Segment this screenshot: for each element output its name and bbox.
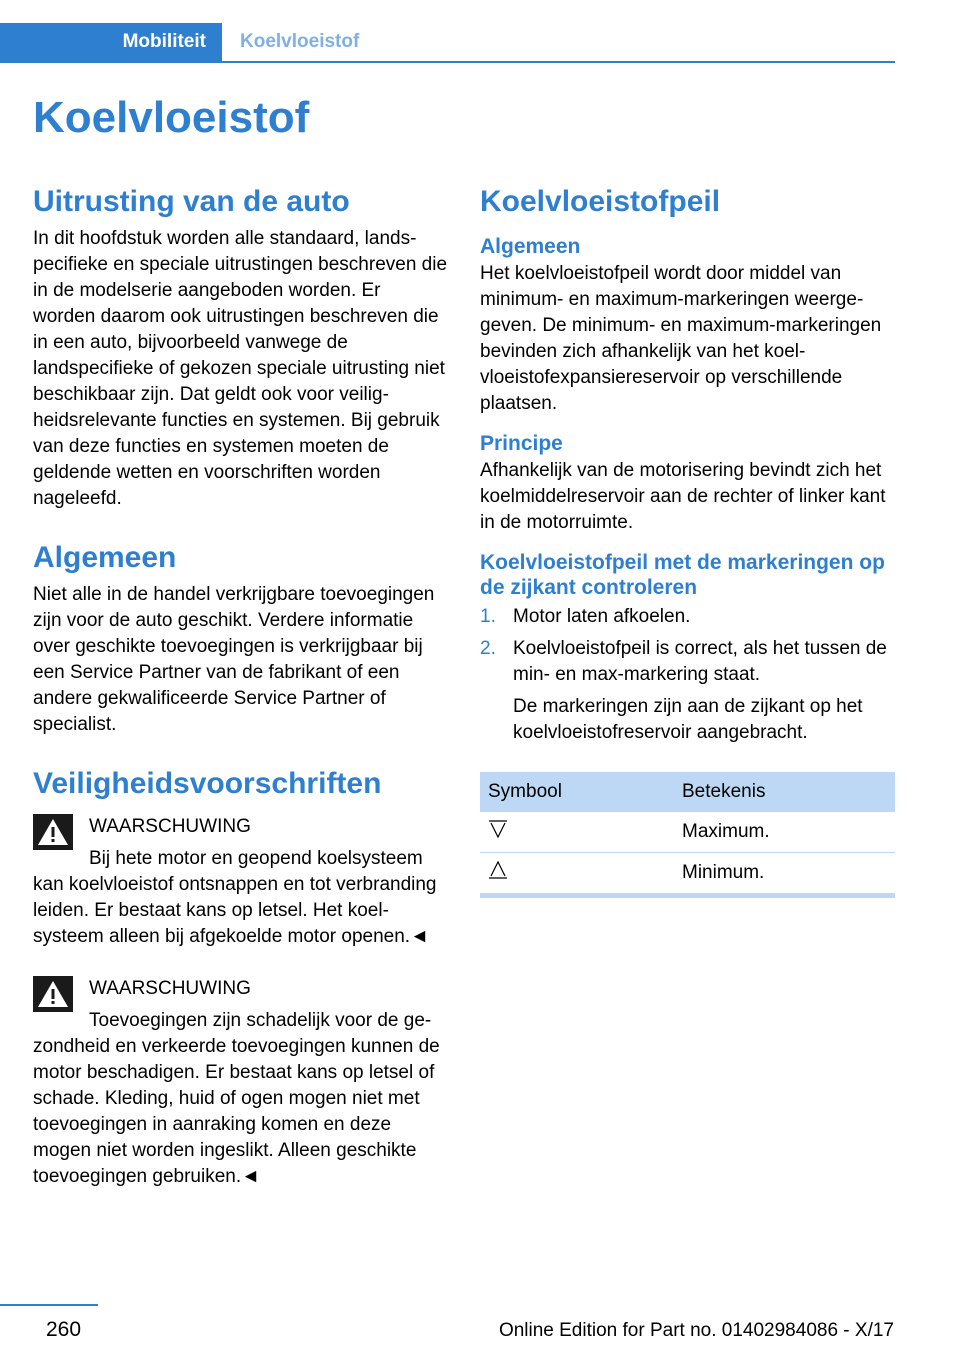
warning-text: Toevoegingen zijn schadelijk voor de gezondheid en verkeerde toevoegingen kunnen de motor beschadigen. Er bestaat kans op letsel of schade. Kleding, huid of ogen mogen niet met toevoegingen in aanraking komen en deze mogen niet worden ingeslikt. Alleen geschikte toevoegingen gebruiken.◄: [33, 1010, 440, 1187]
tab-mobiliteit[interactable]: Mobiliteit: [0, 23, 222, 61]
table-row: [480, 812, 895, 853]
tab-koelvloeistof[interactable]: Koelvloeistof: [240, 31, 360, 52]
table-header-betekenis: Betekenis: [674, 772, 895, 812]
footer-rule: [0, 1304, 98, 1306]
table-cell-meaning: Maximum.: [674, 812, 895, 853]
step-text: Koelvloeistofpeil is correct, als het tussen de min- en max-markering staat.: [513, 638, 887, 685]
steps-list: [480, 604, 896, 746]
subsection-title-controleren: Koelvloeistofpeil met de markeringen op de zijkant controleren: [480, 551, 885, 599]
page-number: 260: [46, 1318, 82, 1341]
min-marker-icon: [488, 860, 508, 880]
warning-block-1: [33, 814, 448, 950]
section-title-veiligheid: Veiligheidsvoorschriften: [33, 767, 382, 800]
step-text: Motor laten afkoelen.: [513, 606, 691, 627]
warning-triangle-icon: [33, 814, 73, 850]
section-title-koelvloeistofpeil: Koelvloeistofpeil: [480, 185, 721, 218]
warning-triangle-icon: [33, 976, 73, 1012]
header-tabs: [0, 23, 895, 63]
subsection-text-algemeen: Het koelvloeistofpeil wordt door middel van minimum- en maximum-markeringen weergegeven. De minimum- en maximum-markeringen bevinden zich afhankelijk van het koelvloeistofexpansiereservoir op verschillende plaatsen.: [480, 263, 882, 414]
warning-title: WAARSCHUWING: [89, 978, 251, 999]
subsection-title-algemeen: Algemeen: [480, 235, 581, 258]
table-header-row: [480, 772, 895, 812]
edition-text: Online Edition for Part no. 01402984086 - X/17: [498, 1320, 894, 1341]
section-text-uitrusting: In dit hoofdstuk worden alle standaard, landspecifieke en speciale uitrustingen beschreven die in de modelserie aangeboden worden. Er worden daarom ook uitrustingen beschreven die in een auto, bijvoorbeeld vanwege de landspecifieke of gekozen speciale uitrusting niet beschikbaar zijn. Dat geldt ook voor veiligheidsrelevante functies en systemen. Bij gebruik van deze functies en systemen moeten de geldende wetten en voorschriften worden nageleefd.: [33, 228, 448, 509]
subsection-title-principe: Principe: [480, 432, 563, 455]
warning-block-2: [33, 976, 448, 1190]
step-subtext: De markeringen zijn aan de zijkant op het koelvloeistofreservoir aangebracht.: [513, 696, 863, 743]
table-row: [480, 853, 895, 896]
subsection-text-principe: Afhankelijk van de motorisering bevindt zich het koelmiddelreservoir aan de rechter of linker kant in de motorruimte.: [480, 460, 886, 533]
section-text-algemeen: Niet alle in de handel verkrijgbare toevoegingen zijn voor de auto geschikt. Verdere informatie over geschikte toevoegingen is verkrijgbaar bij een Service Partner van de fabrikant of een andere gekwalificeerde Service Partner of specialist.: [33, 584, 435, 735]
chapter-title: Koelvloeistof: [33, 93, 310, 142]
left-column: [33, 182, 448, 1190]
step-number: 2.: [480, 638, 496, 659]
right-column: [480, 182, 896, 898]
list-item: [480, 636, 896, 746]
symbol-table: [480, 772, 895, 898]
max-marker-icon: [488, 819, 508, 839]
table-header-symbool: Symbool: [480, 772, 674, 812]
table-cell-meaning: Minimum.: [674, 853, 895, 896]
section-title-algemeen: Algemeen: [33, 541, 177, 574]
list-item: [480, 604, 896, 630]
warning-title: WAARSCHUWING: [89, 816, 251, 837]
warning-text: Bij hete motor en geopend koelsysteem kan koelvloeistof ontsnappen en tot verbranding leiden. Er bestaat kans op letsel. Het koelsysteem alleen bij afgekoelde motor openen.◄: [33, 848, 437, 947]
step-number: 1.: [480, 606, 496, 627]
section-title-uitrusting: Uitrusting van de auto: [33, 185, 350, 218]
